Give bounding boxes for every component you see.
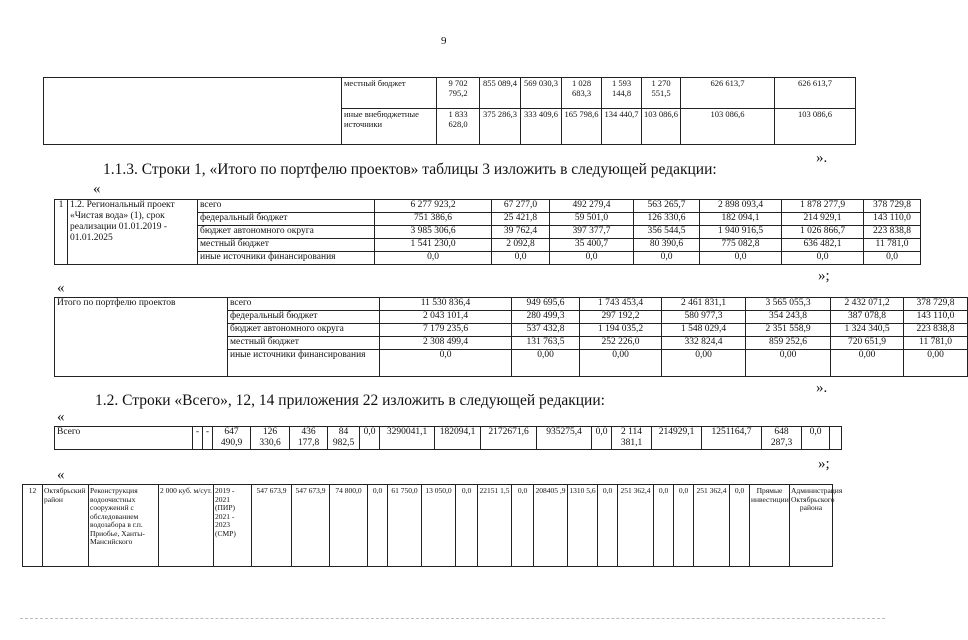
cell: 720 651,9 [831, 337, 904, 350]
cell: 11 530 836,4 [380, 298, 512, 311]
cell: 80 390,6 [634, 239, 700, 252]
cell: 378 729,8 [904, 298, 968, 311]
row-label: иные источники финансирования [228, 350, 380, 377]
cell: 182094,1 [435, 427, 481, 450]
cell: 0,0 [592, 427, 612, 450]
responsible-body: Администрация Октябрьского района [790, 485, 833, 567]
district-name: Октябрьский район [43, 485, 89, 567]
cell: 492 279,4 [550, 200, 634, 213]
row-label: местный бюджет [342, 78, 437, 109]
cell: 126 330,6 [251, 427, 290, 450]
cell: 580 977,3 [662, 311, 746, 324]
cell: 1 940 916,5 [700, 226, 782, 239]
cell: 949 695,6 [512, 298, 580, 311]
portfolio-total-table [54, 297, 968, 377]
cell: 3 985 306,6 [375, 226, 492, 239]
row-label: иные источники финансирования [198, 252, 375, 265]
row-label: федеральный бюджет [228, 311, 380, 324]
cell: 131 763,5 [512, 337, 580, 350]
cell: 280 499,3 [512, 311, 580, 324]
row-label: всего [228, 298, 380, 311]
cell: 0,0 [375, 252, 492, 265]
cell: 636 482,1 [782, 239, 864, 252]
object-name: Реконструкция водоочистных сооружений с обследованием водозабора в г.п. Приобье, Ханты-Мансийского [89, 485, 159, 567]
cell: 775 082,8 [700, 239, 782, 252]
cell: 252 226,0 [580, 337, 662, 350]
cell: 0,0 [654, 485, 674, 567]
row-label: бюджет автономного округа [198, 226, 375, 239]
closing-quote: »; [818, 268, 830, 284]
cell: 333 409,6 [521, 109, 562, 145]
project-name: 1.2. Региональный проект «Чистая вода» (1), срок реализации 01.01.2019 - 01.01.2025 [68, 200, 198, 265]
cell: 332 824,4 [662, 337, 746, 350]
row-label: иные внебюджетные источники [342, 109, 437, 145]
cell: 2 092,8 [492, 239, 550, 252]
row-label: бюджет автономного округа [228, 324, 380, 337]
opening-quote: « [57, 409, 65, 425]
cell: 61 750,0 [388, 485, 422, 567]
total-label: Всего [55, 427, 193, 450]
cell: 1 324 340,5 [831, 324, 904, 337]
cell: 2 114 381,1 [612, 427, 652, 450]
closing-quote: »; [818, 456, 830, 472]
cell: 0,00 [512, 350, 580, 377]
cell: 165 798,6 [562, 109, 602, 145]
opening-quote: « [57, 280, 65, 296]
cell: 0,0 [598, 485, 618, 567]
cell: 74 800,0 [330, 485, 368, 567]
cell: 143 110,0 [904, 311, 968, 324]
cell: 214 929,1 [782, 213, 864, 226]
cell: 0,00 [904, 350, 968, 377]
cell: 1 194 035,2 [580, 324, 662, 337]
cell: 378 729,8 [864, 200, 921, 213]
section-heading-1-2: 1.2. Строки «Всего», 12, 14 приложения 22 изложить в следующей редакции: [95, 392, 605, 409]
cell: 0,00 [662, 350, 746, 377]
cell: 2 308 499,4 [380, 337, 512, 350]
cell: 0,0 [550, 252, 634, 265]
cell [830, 427, 842, 450]
cell: - [203, 427, 213, 450]
cell: 569 030,3 [521, 78, 562, 109]
cell: 3290041,1 [380, 427, 435, 450]
period: 2019 - 2021 (ПИР) 2021 - 2023 (СМР) [214, 485, 252, 567]
closing-quote: ». [816, 150, 828, 166]
cell: 103 086,6 [681, 109, 775, 145]
cell: 134 440,7 [602, 109, 642, 145]
cell: 935275,4 [537, 427, 592, 450]
cell: 375 286,3 [480, 109, 521, 145]
cell: 0,00 [831, 350, 904, 377]
closing-quote: ». [816, 380, 828, 396]
cell: 626 613,7 [681, 78, 775, 109]
cell: 297 192,2 [580, 311, 662, 324]
cell: 1 028 683,3 [562, 78, 602, 109]
cell: 0,0 [700, 252, 782, 265]
cell: 223 838,8 [904, 324, 968, 337]
cell: 0,0 [380, 350, 512, 377]
cell: 84 982,5 [328, 427, 360, 450]
opening-quote: « [93, 181, 101, 197]
cell: 223 838,8 [864, 226, 921, 239]
cell: 208405 ,9 [534, 485, 568, 567]
cell: 251 362,4 [618, 485, 654, 567]
page-number: 9 [441, 35, 447, 47]
cell: 1 548 029,4 [662, 324, 746, 337]
cell: 859 252,6 [746, 337, 831, 350]
cell: 648 287,3 [762, 427, 802, 450]
cell: 537 432,8 [512, 324, 580, 337]
cell: 0,0 [634, 252, 700, 265]
row-12-table [22, 484, 843, 567]
cell: 59 501,0 [550, 213, 634, 226]
cell: 0,0 [512, 485, 534, 567]
row-label: местный бюджет [198, 239, 375, 252]
scan-edge-line [20, 618, 885, 619]
cell: 103 086,6 [642, 109, 681, 145]
cell: 35 400,7 [550, 239, 634, 252]
cell: 855 089,4 [480, 78, 521, 109]
cell: 1 026 866,7 [782, 226, 864, 239]
cell: 547 673,9 [252, 485, 292, 567]
cell: 0,00 [746, 350, 831, 377]
cell: 11 781,0 [864, 239, 921, 252]
cell: 2 351 558,9 [746, 324, 831, 337]
cell: 7 179 235,6 [380, 324, 512, 337]
cell: 13 050,0 [422, 485, 456, 567]
capacity: 2 000 куб. м/сут. [159, 485, 214, 567]
cell: 11 781,0 [904, 337, 968, 350]
cell: 626 613,7 [775, 78, 856, 109]
cell: 1 743 453,4 [580, 298, 662, 311]
cell: 397 377,7 [550, 226, 634, 239]
cell: 214929,1 [652, 427, 702, 450]
cell: 1 541 230,0 [375, 239, 492, 252]
cell: 2 461 831,1 [662, 298, 746, 311]
cell: - [193, 427, 203, 450]
row-number: 12 [23, 485, 43, 567]
row-label: всего [198, 200, 375, 213]
cell: 0,0 [456, 485, 478, 567]
row-label: местный бюджет [228, 337, 380, 350]
cell: 0,0 [360, 427, 380, 450]
opening-quote: « [57, 467, 65, 483]
cell: 547 673,9 [292, 485, 330, 567]
cell: 0,00 [580, 350, 662, 377]
cell: 9 702 795,2 [437, 78, 480, 109]
cell: 751 386,6 [375, 213, 492, 226]
cell: 1310 5,6 [568, 485, 598, 567]
cell: 356 544,5 [634, 226, 700, 239]
section-heading-1-1-3: 1.1.3. Строки 1, «Итого по портфелю проектов» таблицы 3 изложить в следующей редакции: [103, 161, 717, 178]
cell: 0,0 [782, 252, 864, 265]
cell: 387 078,8 [831, 311, 904, 324]
cell: 0,0 [368, 485, 388, 567]
cell: 0,0 [674, 485, 694, 567]
cell: 2 043 101,4 [380, 311, 512, 324]
cell: 103 086,6 [775, 109, 856, 145]
cell: 182 094,1 [700, 213, 782, 226]
row-label: федеральный бюджет [198, 213, 375, 226]
cell: 126 330,6 [634, 213, 700, 226]
row-number: 1 [55, 200, 68, 265]
cell: 0,0 [864, 252, 921, 265]
top-table-empty-cell [44, 78, 342, 145]
cell: 67 277,0 [492, 200, 550, 213]
cell: 251 362,4 [694, 485, 730, 567]
investment-type: Прямые инвестиции [750, 485, 790, 567]
cell: 2 898 093,4 [700, 200, 782, 213]
regional-project-table [54, 199, 921, 265]
cell: 354 243,8 [746, 311, 831, 324]
cell: 1 593 144,8 [602, 78, 642, 109]
cell: 647 490,9 [213, 427, 251, 450]
cell: 1251164,7 [702, 427, 762, 450]
cell: 0,0 [730, 485, 750, 567]
cell: 1 270 551,5 [642, 78, 681, 109]
cell: 0,0 [802, 427, 830, 450]
cell: 1 878 277,9 [782, 200, 864, 213]
cell: 22151 1,5 [478, 485, 512, 567]
total-row-table [54, 426, 842, 450]
top-table [43, 77, 856, 145]
cell: 0,0 [492, 252, 550, 265]
cell: 2172671,6 [481, 427, 537, 450]
portfolio-name: Итого по портфелю проектов [55, 298, 228, 377]
cell: 39 762,4 [492, 226, 550, 239]
cell: 436 177,8 [290, 427, 328, 450]
cell: 143 110,0 [864, 213, 921, 226]
cell: 6 277 923,2 [375, 200, 492, 213]
cell: 1 833 628,0 [437, 109, 480, 145]
cell: 2 432 071,2 [831, 298, 904, 311]
cell: 3 565 055,3 [746, 298, 831, 311]
cell: 563 265,7 [634, 200, 700, 213]
cell: 25 421,8 [492, 213, 550, 226]
